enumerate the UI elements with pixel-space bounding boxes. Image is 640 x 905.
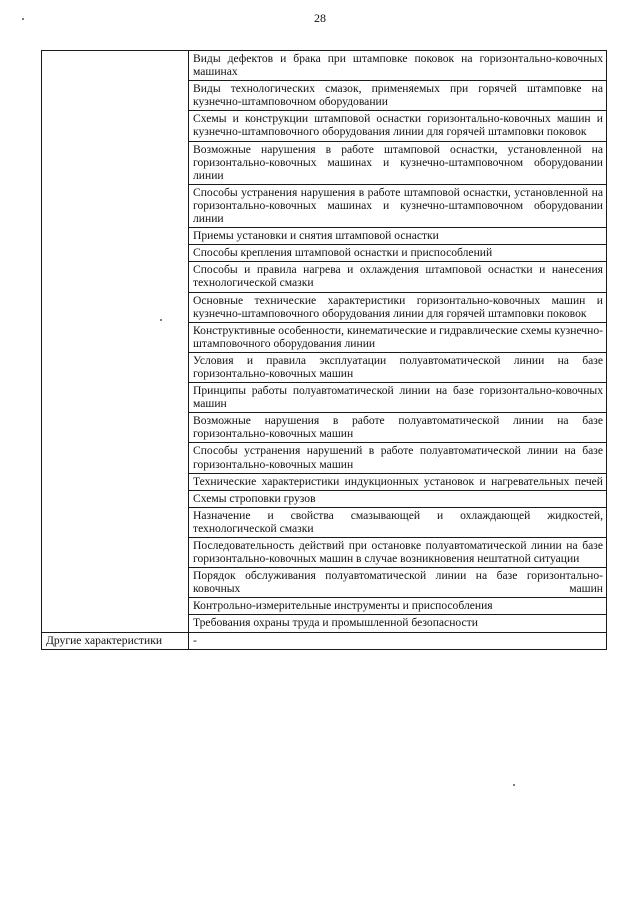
requirement-cell: [189, 245, 607, 262]
requirement-cell: [189, 262, 607, 292]
requirement-text: Схемы и конструкции штамповой оснастки горизонтально-ковочных машин и кузнечно-штамповочного оборудования линии для горячей штамповки поковок: [193, 112, 603, 139]
requirement-cell: [189, 538, 607, 568]
requirement-cell: [189, 568, 607, 598]
requirement-cell: [189, 111, 607, 141]
requirement-text: Контрольно-измерительные инструменты и приспособления: [193, 599, 493, 613]
requirement-cell: [189, 141, 607, 184]
table-row-other: [42, 632, 607, 649]
requirement-text: Возможные нарушения в работе штамповой оснастки, установленной на горизонтально-ковочных машинах и кузнечно-штамповочном оборудовании линии: [193, 142, 603, 182]
requirement-cell: [189, 51, 607, 81]
requirement-text: Конструктивные особенности, кинематические и гидравлические схемы кузнечно-штамповочного оборудования линии: [193, 323, 603, 350]
requirement-text: Схемы строповки грузов: [193, 491, 316, 505]
requirement-cell: [189, 507, 607, 537]
requirement-text: Порядок обслуживания полуавтоматической линии на базе горизонтально-ковочных машин: [193, 569, 603, 596]
requirement-cell: [189, 615, 607, 632]
requirement-text: Способы устранения нарушения в работе штамповой оснастки, установленной на горизонтально-ковочных машинах и кузнечно-штамповочном оборудовании линии: [193, 185, 603, 226]
empty-label-cell: [42, 51, 189, 633]
requirement-cell: [189, 413, 607, 443]
requirement-cell: [189, 81, 607, 111]
table-row: [42, 51, 607, 81]
requirement-text: Виды технологических смазок, применяемых при горячей штамповке на кузнечно-штамповочном оборудовании: [193, 82, 603, 109]
scan-speck: [160, 319, 162, 321]
requirement-cell: [189, 443, 607, 473]
requirements-table-body: [42, 51, 607, 650]
requirement-text: Требования охраны труда и промышленной безопасности: [193, 616, 478, 630]
requirement-cell: [189, 352, 607, 382]
requirement-cell: [189, 322, 607, 352]
requirement-cell: [189, 473, 607, 490]
requirement-cell: [189, 228, 607, 245]
requirement-cell: [189, 598, 607, 615]
requirements-table: [41, 50, 607, 650]
requirement-text: Условия и правила эксплуатации полуавтоматической линии на базе горизонтально-ковочных машин: [193, 353, 603, 380]
requirement-text: Принципы работы полуавтоматической линии на базе горизонтально-ковочных машин: [193, 384, 603, 411]
requirement-text: Приемы установки и снятия штамповой оснастки: [193, 229, 439, 243]
requirement-cell: [189, 383, 607, 413]
requirement-text: Основные технические характеристики горизонтально-ковочных машин и кузнечно-штамповочного оборудования линии для горячей штамповки поковок: [193, 293, 603, 320]
requirement-text: Способы крепления штамповой оснастки и приспособлений: [193, 246, 493, 260]
requirement-text: Назначение и свойства смазывающей и охлаждающей жидкостей, технологической смазки: [193, 508, 603, 535]
requirement-cell: [189, 292, 607, 322]
requirement-cell: [189, 490, 607, 507]
requirement-text: Технические характеристики индукционных установок и нагревательных печей: [193, 474, 603, 488]
other-characteristics-label: Другие характеристики: [42, 632, 189, 649]
page-number: 28: [314, 11, 326, 25]
requirement-cell: [189, 184, 607, 227]
requirement-text: Способы и правила нагрева и охлаждения штамповой оснастки и нанесения технологической смазки: [193, 263, 603, 290]
other-characteristics-value: -: [189, 632, 607, 649]
requirement-text: Последовательность действий при остановке полуавтоматической линии на базе горизонтально-ковочных машин в случае возникновения нештатной ситуации: [193, 539, 603, 566]
scan-speck: [513, 784, 515, 786]
requirement-text: Способы устранения нарушений в работе полуавтоматической линии на базе горизонтально-ковочных машин: [193, 444, 603, 471]
requirement-text: Виды дефектов и брака при штамповке поковок на горизонтально-ковочных машинах: [193, 52, 603, 79]
requirement-text: Возможные нарушения в работе полуавтоматической линии на базе горизонтально-ковочных машин: [193, 414, 603, 441]
scan-speck: [22, 18, 24, 20]
